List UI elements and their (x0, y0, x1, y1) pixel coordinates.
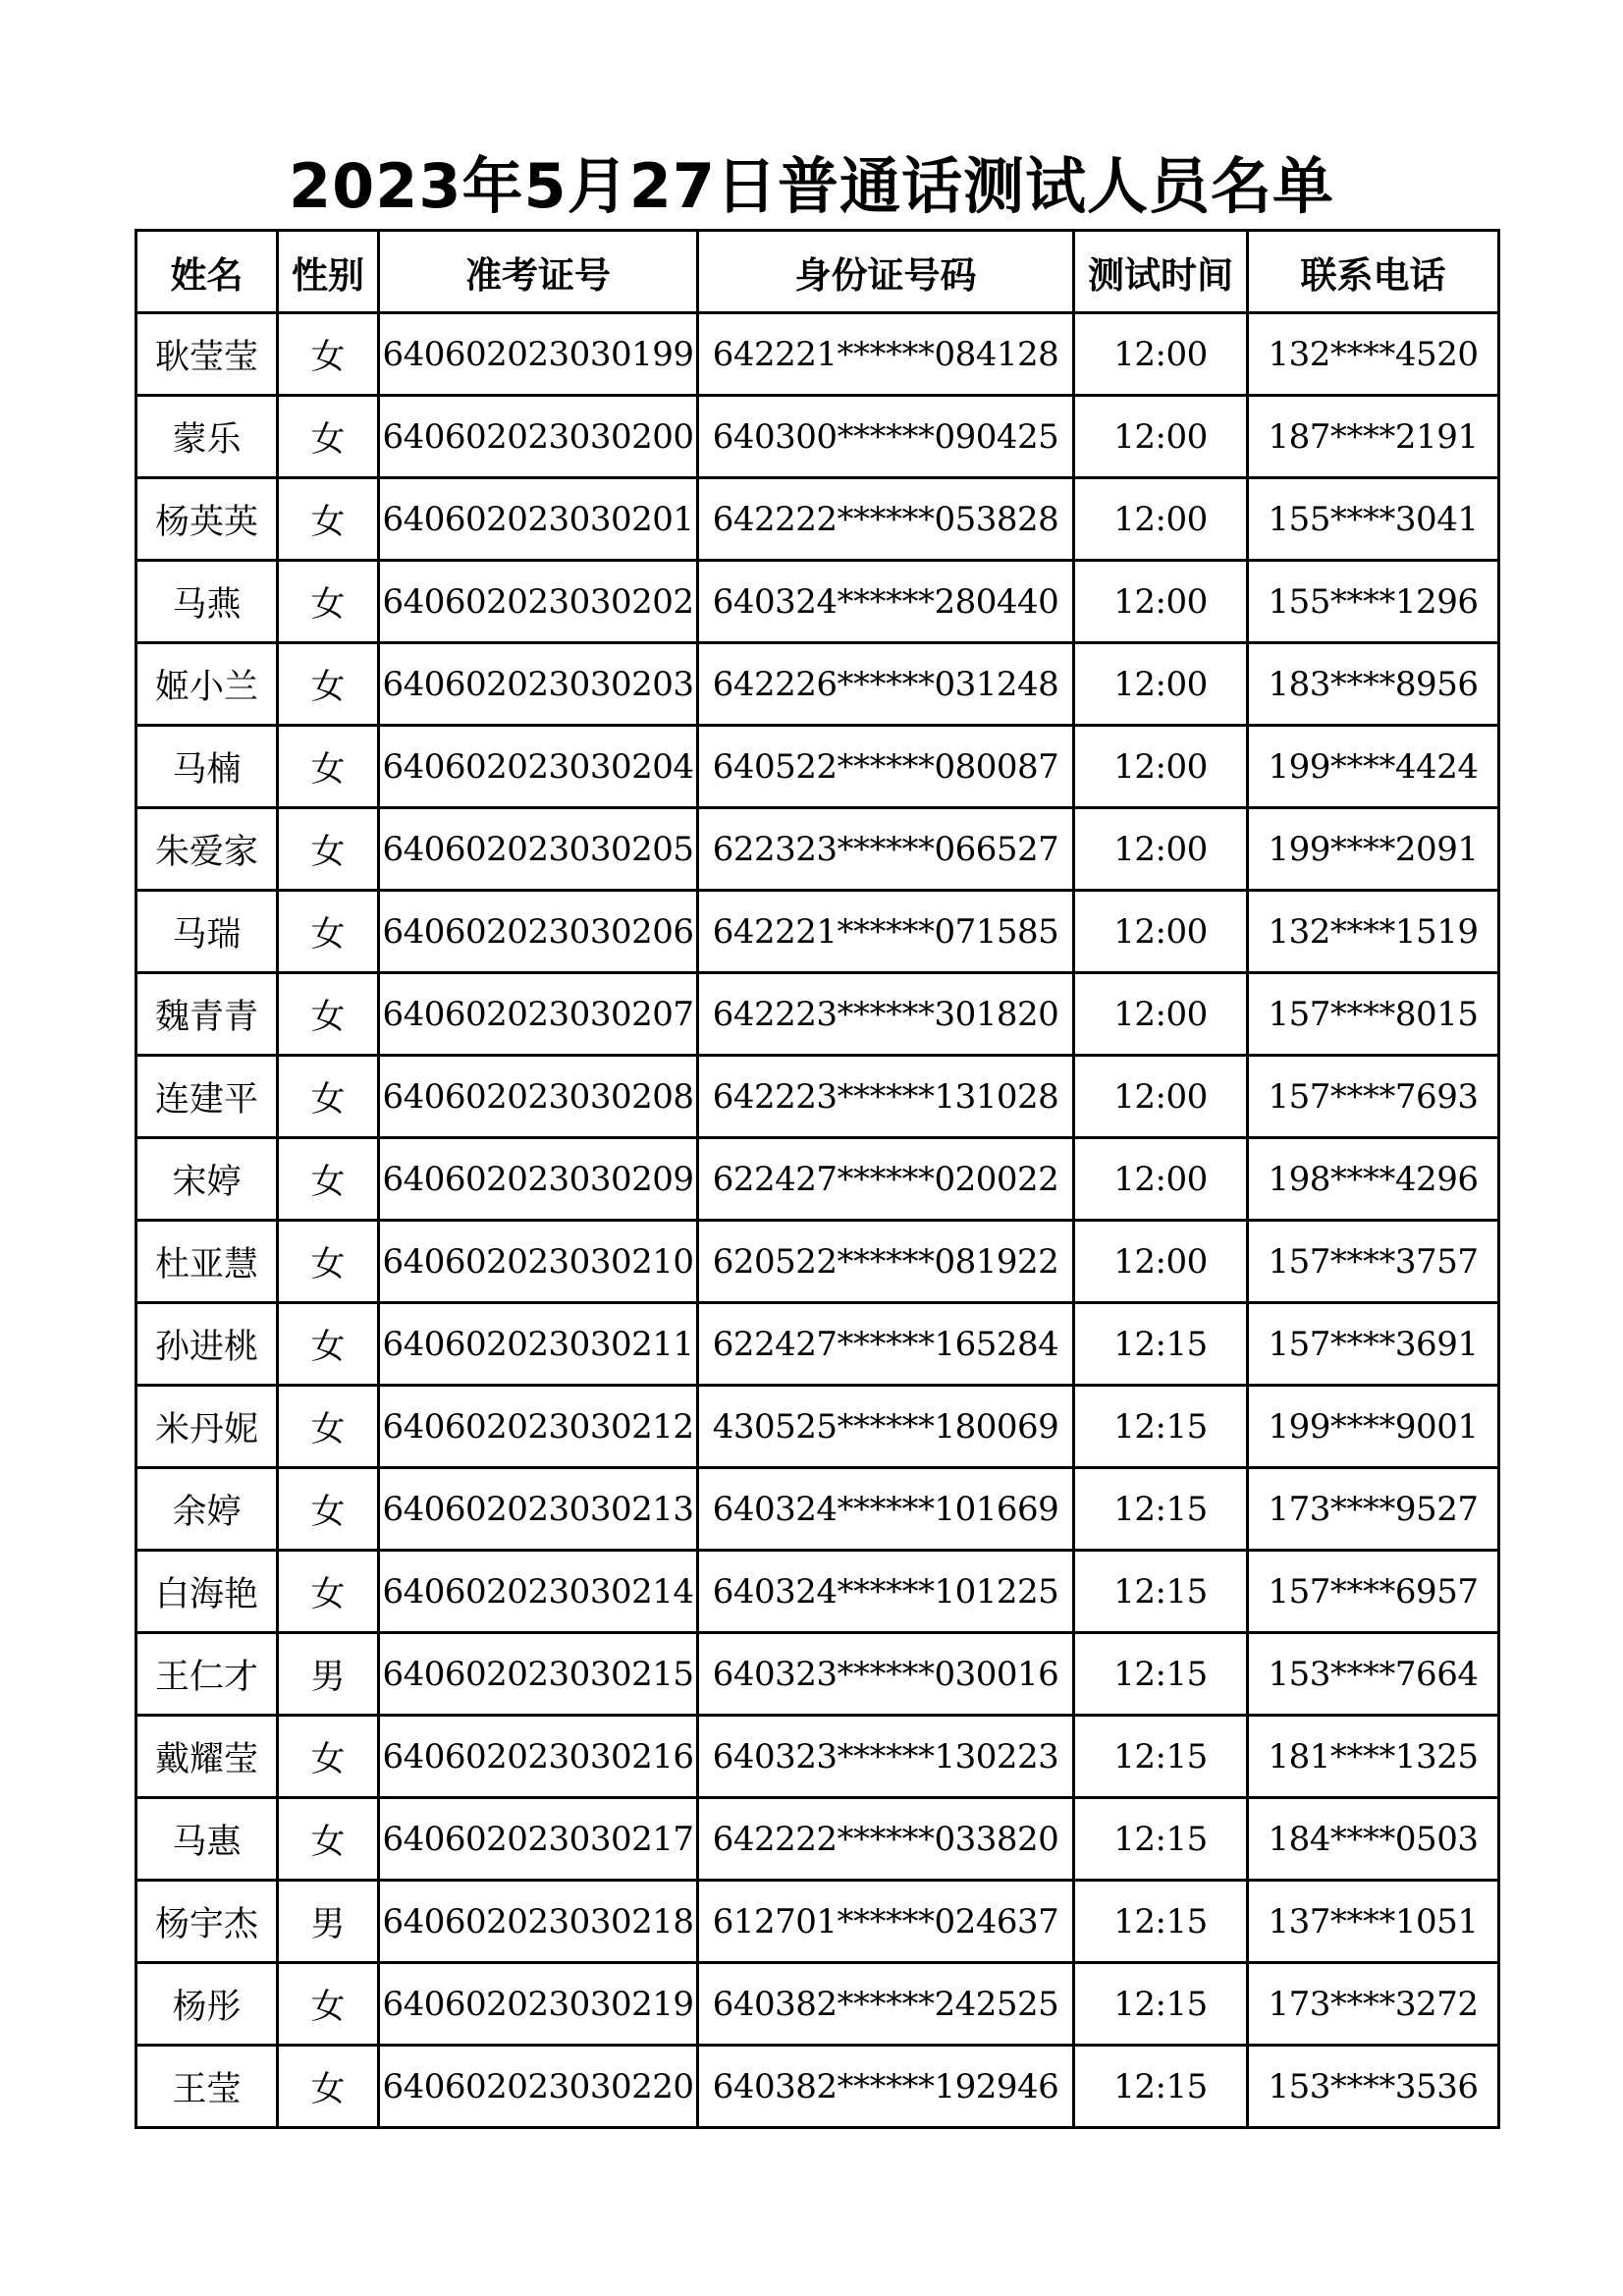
gender-cell: 女 (278, 1221, 379, 1303)
gender-cell: 女 (278, 561, 379, 643)
id-number-cell: 620522******081922 (698, 1221, 1074, 1303)
table-row (136, 1963, 1499, 2046)
name-cell: 杜亚慧 (136, 1221, 278, 1303)
name-cell: 白海艳 (136, 1551, 278, 1633)
table-row (136, 2046, 1499, 2128)
header-exam-id: 准考证号 (379, 231, 698, 313)
phone-cell: 199****2091 (1248, 808, 1499, 891)
header-name: 姓名 (136, 231, 278, 313)
test-time-cell: 12:00 (1074, 561, 1248, 643)
header-gender: 性别 (278, 231, 379, 313)
gender-cell: 女 (278, 1716, 379, 1798)
gender-cell: 女 (278, 1386, 379, 1468)
name-cell: 马燕 (136, 561, 278, 643)
id-number-cell: 640323******130223 (698, 1716, 1074, 1798)
id-number-cell: 640382******192946 (698, 2046, 1074, 2128)
exam-id-cell: 640602023030205 (379, 808, 698, 891)
header-phone: 联系电话 (1248, 231, 1499, 313)
test-time-cell: 12:00 (1074, 396, 1248, 478)
exam-id-cell: 640602023030210 (379, 1221, 698, 1303)
exam-id-cell: 640602023030200 (379, 396, 698, 478)
test-time-cell: 12:00 (1074, 973, 1248, 1056)
id-number-cell: 640323******030016 (698, 1633, 1074, 1716)
id-number-cell: 640522******080087 (698, 726, 1074, 808)
table-row (136, 891, 1499, 973)
name-cell: 耿莹莹 (136, 313, 278, 396)
table-row (136, 1798, 1499, 1881)
name-cell: 朱爱家 (136, 808, 278, 891)
test-time-cell: 12:15 (1074, 2046, 1248, 2128)
exam-id-cell: 640602023030219 (379, 1963, 698, 2046)
id-number-cell: 642223******131028 (698, 1056, 1074, 1138)
gender-cell: 女 (278, 396, 379, 478)
phone-cell: 173****3272 (1248, 1963, 1499, 2046)
table-row (136, 973, 1499, 1056)
name-cell: 余婷 (136, 1468, 278, 1551)
id-number-cell: 640382******242525 (698, 1963, 1074, 2046)
phone-cell: 155****1296 (1248, 561, 1499, 643)
exam-id-cell: 640602023030220 (379, 2046, 698, 2128)
id-number-cell: 640300******090425 (698, 396, 1074, 478)
page-title: 2023年5月27日普通话测试人员名单 (289, 150, 1334, 222)
phone-cell: 157****8015 (1248, 973, 1499, 1056)
id-number-cell: 612701******024637 (698, 1881, 1074, 1963)
gender-cell: 女 (278, 1551, 379, 1633)
exam-id-cell: 640602023030208 (379, 1056, 698, 1138)
phone-cell: 157****6957 (1248, 1551, 1499, 1633)
test-time-cell: 12:15 (1074, 1551, 1248, 1633)
id-number-cell: 640324******101669 (698, 1468, 1074, 1551)
id-number-cell: 622323******066527 (698, 808, 1074, 891)
phone-cell: 199****4424 (1248, 726, 1499, 808)
exam-id-cell: 640602023030199 (379, 313, 698, 396)
gender-cell: 女 (278, 1138, 379, 1221)
table-row (136, 1386, 1499, 1468)
exam-id-cell: 640602023030214 (379, 1551, 698, 1633)
phone-cell: 173****9527 (1248, 1468, 1499, 1551)
name-cell: 连建平 (136, 1056, 278, 1138)
test-time-cell: 12:15 (1074, 1386, 1248, 1468)
phone-cell: 155****3041 (1248, 478, 1499, 561)
gender-cell: 女 (278, 808, 379, 891)
name-cell: 马惠 (136, 1798, 278, 1881)
gender-cell: 女 (278, 891, 379, 973)
table-body (136, 313, 1499, 2128)
name-cell: 杨英英 (136, 478, 278, 561)
exam-id-cell: 640602023030201 (379, 478, 698, 561)
exam-id-cell: 640602023030204 (379, 726, 698, 808)
gender-cell: 男 (278, 1633, 379, 1716)
gender-cell: 女 (278, 1468, 379, 1551)
exam-id-cell: 640602023030211 (379, 1303, 698, 1386)
name-cell: 蒙乐 (136, 396, 278, 478)
id-number-cell: 622427******165284 (698, 1303, 1074, 1386)
gender-cell: 女 (278, 478, 379, 561)
phone-cell: 187****2191 (1248, 396, 1499, 478)
phone-cell: 183****8956 (1248, 643, 1499, 726)
test-time-cell: 12:00 (1074, 726, 1248, 808)
table-row (136, 808, 1499, 891)
test-time-cell: 12:00 (1074, 313, 1248, 396)
phone-cell: 137****1051 (1248, 1881, 1499, 1963)
gender-cell: 女 (278, 1798, 379, 1881)
id-number-cell: 640324******280440 (698, 561, 1074, 643)
id-number-cell: 430525******180069 (698, 1386, 1074, 1468)
gender-cell: 女 (278, 313, 379, 396)
test-time-cell: 12:00 (1074, 808, 1248, 891)
table-row (136, 313, 1499, 396)
name-cell: 马瑞 (136, 891, 278, 973)
phone-cell: 153****3536 (1248, 2046, 1499, 2128)
exam-id-cell: 640602023030203 (379, 643, 698, 726)
gender-cell: 女 (278, 1963, 379, 2046)
test-time-cell: 12:00 (1074, 1138, 1248, 1221)
header-test-time: 测试时间 (1074, 231, 1248, 313)
phone-cell: 153****7664 (1248, 1633, 1499, 1716)
table-row (136, 1633, 1499, 1716)
id-number-cell: 642222******033820 (698, 1798, 1074, 1881)
table-row (136, 1881, 1499, 1963)
name-cell: 杨彤 (136, 1963, 278, 2046)
table-row (136, 643, 1499, 726)
name-cell: 魏青青 (136, 973, 278, 1056)
exam-id-cell: 640602023030202 (379, 561, 698, 643)
table-row (136, 1138, 1499, 1221)
test-time-cell: 12:15 (1074, 1303, 1248, 1386)
test-time-cell: 12:00 (1074, 643, 1248, 726)
gender-cell: 女 (278, 2046, 379, 2128)
table-row (136, 1056, 1499, 1138)
table-row (136, 396, 1499, 478)
table-row (136, 726, 1499, 808)
gender-cell: 女 (278, 726, 379, 808)
name-cell: 孙进桃 (136, 1303, 278, 1386)
roster-table (135, 229, 1500, 2129)
header-id-number: 身份证号码 (698, 231, 1074, 313)
exam-id-cell: 640602023030217 (379, 1798, 698, 1881)
table-row (136, 1716, 1499, 1798)
name-cell: 戴耀莹 (136, 1716, 278, 1798)
phone-cell: 157****3691 (1248, 1303, 1499, 1386)
exam-id-cell: 640602023030209 (379, 1138, 698, 1221)
gender-cell: 女 (278, 973, 379, 1056)
id-number-cell: 642221******084128 (698, 313, 1074, 396)
exam-id-cell: 640602023030218 (379, 1881, 698, 1963)
table-header (136, 231, 1499, 313)
table-row (136, 1551, 1499, 1633)
table-row (136, 561, 1499, 643)
exam-id-cell: 640602023030207 (379, 973, 698, 1056)
exam-id-cell: 640602023030216 (379, 1716, 698, 1798)
gender-cell: 女 (278, 643, 379, 726)
test-time-cell: 12:15 (1074, 1468, 1248, 1551)
table-row (136, 1303, 1499, 1386)
test-time-cell: 12:00 (1074, 891, 1248, 973)
gender-cell: 女 (278, 1303, 379, 1386)
name-cell: 杨宇杰 (136, 1881, 278, 1963)
id-number-cell: 622427******020022 (698, 1138, 1074, 1221)
phone-cell: 181****1325 (1248, 1716, 1499, 1798)
exam-id-cell: 640602023030213 (379, 1468, 698, 1551)
test-time-cell: 12:15 (1074, 1633, 1248, 1716)
name-cell: 米丹妮 (136, 1386, 278, 1468)
exam-id-cell: 640602023030206 (379, 891, 698, 973)
test-time-cell: 12:00 (1074, 478, 1248, 561)
exam-id-cell: 640602023030212 (379, 1386, 698, 1468)
phone-cell: 199****9001 (1248, 1386, 1499, 1468)
table-row (136, 1221, 1499, 1303)
header-row (136, 231, 1499, 313)
phone-cell: 132****1519 (1248, 891, 1499, 973)
phone-cell: 198****4296 (1248, 1138, 1499, 1221)
table-row (136, 1468, 1499, 1551)
test-time-cell: 12:00 (1074, 1221, 1248, 1303)
test-time-cell: 12:15 (1074, 1963, 1248, 2046)
phone-cell: 157****3757 (1248, 1221, 1499, 1303)
name-cell: 马楠 (136, 726, 278, 808)
name-cell: 王仁才 (136, 1633, 278, 1716)
test-time-cell: 12:15 (1074, 1716, 1248, 1798)
id-number-cell: 642226******031248 (698, 643, 1074, 726)
test-time-cell: 12:00 (1074, 1056, 1248, 1138)
phone-cell: 132****4520 (1248, 313, 1499, 396)
phone-cell: 157****7693 (1248, 1056, 1499, 1138)
id-number-cell: 640324******101225 (698, 1551, 1074, 1633)
name-cell: 王莹 (136, 2046, 278, 2128)
table-row (136, 478, 1499, 561)
gender-cell: 女 (278, 1056, 379, 1138)
id-number-cell: 642223******301820 (698, 973, 1074, 1056)
name-cell: 宋婷 (136, 1138, 278, 1221)
test-time-cell: 12:15 (1074, 1798, 1248, 1881)
id-number-cell: 642221******071585 (698, 891, 1074, 973)
test-time-cell: 12:15 (1074, 1881, 1248, 1963)
id-number-cell: 642222******053828 (698, 478, 1074, 561)
name-cell: 姬小兰 (136, 643, 278, 726)
gender-cell: 男 (278, 1881, 379, 1963)
exam-id-cell: 640602023030215 (379, 1633, 698, 1716)
phone-cell: 184****0503 (1248, 1798, 1499, 1881)
